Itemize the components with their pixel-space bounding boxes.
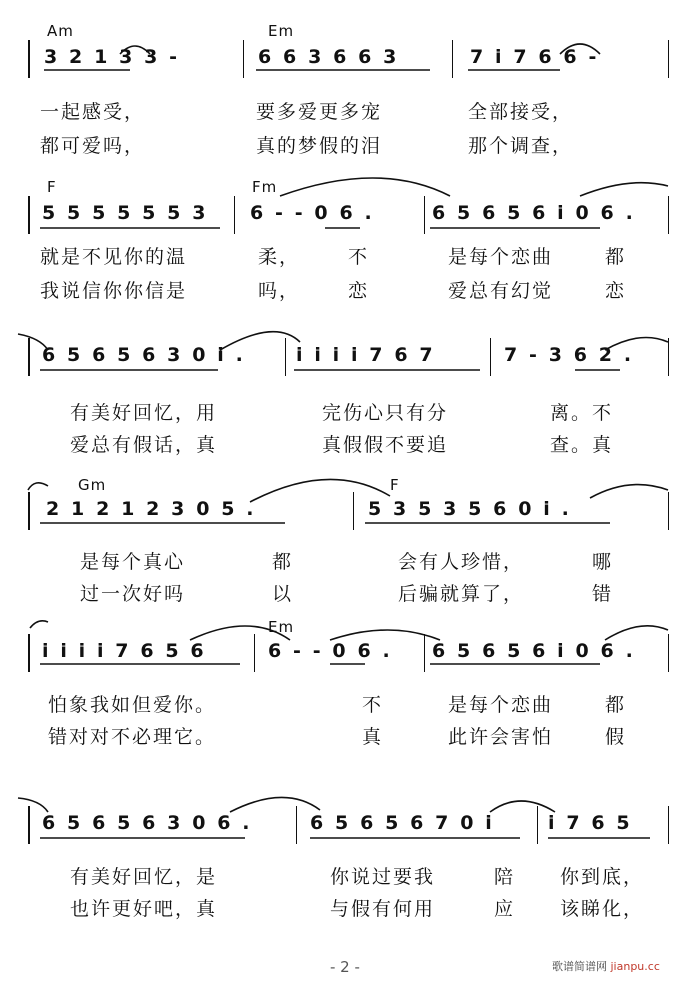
lyric-verse-2: 真 [362, 726, 384, 748]
barline [668, 492, 669, 530]
slur [230, 797, 320, 812]
measure-notes: 5 5 5 5 5 5 3 [42, 202, 209, 224]
measure-notes: 7 - 3 6 2 . [504, 344, 634, 366]
slur [605, 626, 668, 640]
lyric-verse-2: 恋 [605, 280, 627, 302]
barline [537, 806, 538, 844]
slur [28, 483, 48, 490]
lyric-verse-2: 吗， [258, 280, 301, 302]
lyric-verse-1: 有美好回忆，用 [70, 402, 218, 424]
measure-notes: 6 5 6 5 6 i 0 6 . [432, 202, 636, 224]
chord-label: Am [47, 22, 74, 40]
measure-notes: i i i i 7 6 7 [296, 344, 436, 366]
measure-notes: 6 5 6 5 6 7 0 i [310, 812, 495, 834]
lyric-verse-2: 应 [494, 898, 516, 920]
chord-label: Em [268, 22, 295, 40]
chord-label: Fm [252, 178, 278, 196]
lyric-verse-1: 就是不见你的温 [40, 246, 188, 268]
lyric-verse-2: 以 [272, 583, 294, 605]
barline [28, 196, 30, 234]
page-number: - 2 - [330, 958, 360, 976]
barline [452, 40, 453, 78]
lyric-verse-2: 错 [592, 583, 614, 605]
watermark-site: 歌谱简谱网 [552, 960, 607, 973]
slur [18, 798, 48, 812]
watermark-url: jianpu.cc [610, 960, 660, 973]
barline [668, 806, 669, 844]
lyric-verse-2: 真的梦假的泪 [256, 135, 383, 157]
measure-notes: 6 5 6 5 6 3 0 6 . [42, 812, 253, 834]
lyric-verse-1: 陪 [494, 866, 516, 888]
lyric-verse-2: 我说信你你信是 [40, 280, 188, 302]
measure-notes: i i i i 7 6 5 6 [42, 640, 207, 662]
barline [668, 634, 669, 672]
lyric-verse-2: 过一次好吗 [80, 583, 186, 605]
lyric-verse-2: 爱总有假话，真 [70, 434, 218, 456]
barline [243, 40, 244, 78]
chord-label: Em [268, 618, 295, 636]
lyric-verse-2: 后骗就算了， [398, 583, 525, 605]
barline [234, 196, 235, 234]
measure-notes: 6 - - 0 6 . [268, 640, 393, 662]
slur [590, 485, 668, 498]
barline [296, 806, 297, 844]
lyric-verse-2: 查。真 [550, 434, 614, 456]
lyric-verse-2: 与假有何用 [330, 898, 436, 920]
lyric-verse-1: 柔， [258, 246, 301, 268]
barline [28, 492, 30, 530]
barline [424, 196, 425, 234]
lyric-verse-1: 是每个真心 [80, 551, 186, 573]
measure-notes: 6 - - 0 6 . [250, 202, 375, 224]
barline [28, 634, 30, 672]
lyric-verse-1: 是每个恋曲 [448, 694, 554, 716]
measure-notes: 7 i 7 6 6 - [470, 46, 599, 68]
barline [285, 338, 286, 376]
measure-notes: 6 5 6 5 6 i 0 6 . [432, 640, 636, 662]
lyric-verse-1: 要多爱更多宠 [256, 101, 383, 123]
lyric-verse-1: 是每个恋曲 [448, 246, 554, 268]
lyric-verse-1: 一起感受， [40, 101, 146, 123]
lyric-verse-1: 不 [362, 694, 384, 716]
barline [424, 634, 425, 672]
lyric-verse-2: 那个调查， [468, 135, 574, 157]
lyric-verse-2: 此许会害怕 [448, 726, 554, 748]
watermark [552, 958, 660, 974]
barline [28, 40, 30, 78]
chord-label: F [47, 178, 57, 196]
lyric-verse-1: 你到底， [560, 866, 645, 888]
lyric-verse-1: 哪 [592, 551, 614, 573]
lyric-verse-1: 你说过要我 [330, 866, 436, 888]
barline [668, 338, 669, 376]
lyric-verse-2: 都可爱吗， [40, 135, 146, 157]
lyric-verse-1: 有美好回忆，是 [70, 866, 218, 888]
barline [353, 492, 354, 530]
measure-notes: 6 5 6 5 6 3 0 i . [42, 344, 246, 366]
measure-notes: 3 2 1 3 3 - [44, 46, 180, 68]
slur [30, 621, 48, 628]
slur [280, 178, 450, 196]
lyric-verse-1: 都 [605, 694, 627, 716]
lyric-verse-1: 都 [605, 246, 627, 268]
measure-notes: i 7 6 5 [548, 812, 633, 834]
lyric-verse-1: 全部接受， [468, 101, 574, 123]
chord-label: F [390, 476, 400, 494]
barline [490, 338, 491, 376]
lyric-verse-1: 完伤心只有分 [322, 402, 449, 424]
lyric-verse-1: 不 [348, 246, 370, 268]
measure-notes: 6 6 3 6 6 3 [258, 46, 399, 68]
slur [490, 801, 555, 812]
lyric-verse-2: 爱总有幻觉 [448, 280, 554, 302]
lyric-verse-1: 会有人珍惜， [398, 551, 525, 573]
lyric-verse-2: 错对对不必理它。 [48, 726, 217, 748]
lyric-verse-2: 真假假不要追 [322, 434, 449, 456]
lyric-verse-1: 怕象我如但爱你。 [48, 694, 217, 716]
measure-notes: 5 3 5 3 5 6 0 i . [368, 498, 572, 520]
lyric-verse-2: 该睇化， [560, 898, 645, 920]
barline [28, 338, 30, 376]
barline [28, 806, 30, 844]
lyric-verse-1: 离。不 [550, 402, 614, 424]
barline [668, 40, 669, 78]
lyric-verse-2: 也许更好吧，真 [70, 898, 218, 920]
chord-label: Gm [78, 476, 107, 494]
barline [668, 196, 669, 234]
slur [580, 183, 668, 196]
lyric-verse-1: 都 [272, 551, 294, 573]
lyric-verse-2: 恋 [348, 280, 370, 302]
measure-notes: 2 1 2 1 2 3 0 5 . [46, 498, 257, 520]
barline [254, 634, 255, 672]
lyric-verse-2: 假 [605, 726, 627, 748]
